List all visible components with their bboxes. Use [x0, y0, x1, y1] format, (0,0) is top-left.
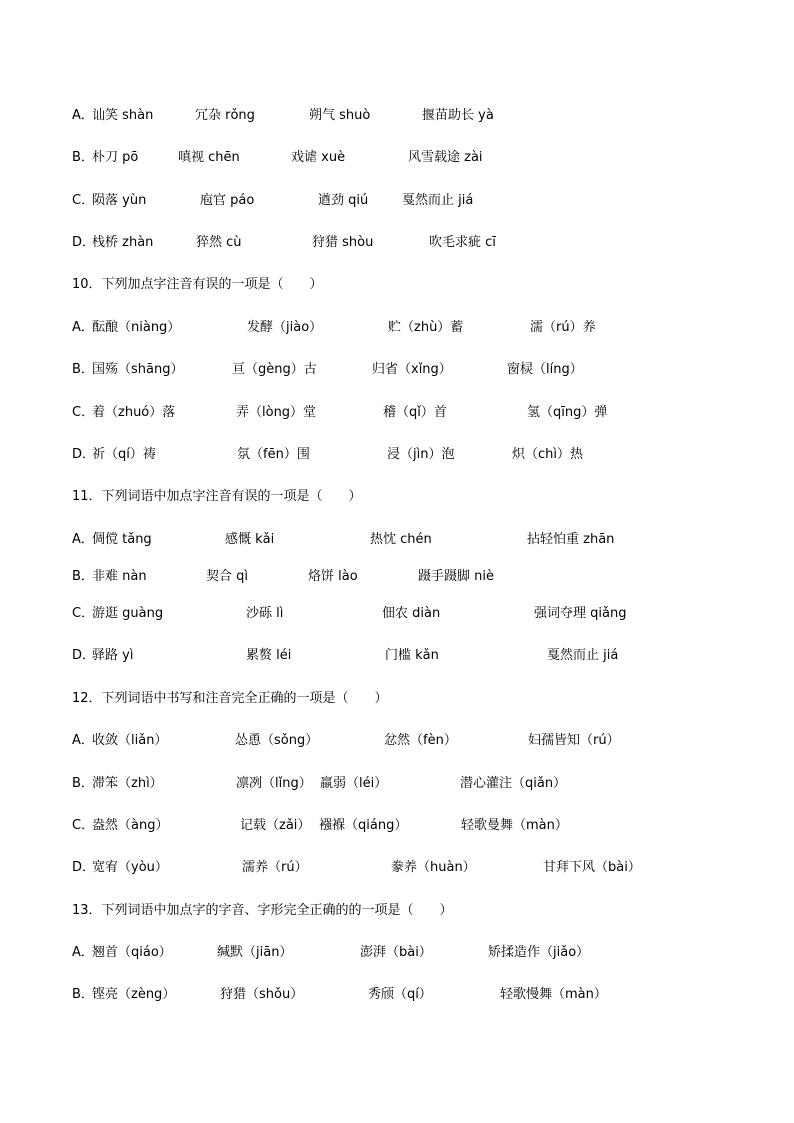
q12-option-a [72, 730, 772, 752]
q11-option-d [72, 645, 772, 667]
option-label: C． [72, 818, 95, 833]
q11-option-a [72, 529, 772, 551]
option-label: C． [72, 606, 95, 621]
option-item: 冗杂 rǒng [195, 108, 255, 123]
option-item: 祈（qí）祷 [92, 447, 156, 462]
q10-option-d [72, 444, 772, 466]
option-item: 狩猎（shǒu） [220, 987, 304, 1002]
q11-option-b [72, 566, 772, 588]
option-item: 盎然（àng） [92, 818, 169, 833]
option-item: 濡（rú）养 [530, 320, 596, 335]
option-item: 戛然而止 jiá [402, 193, 474, 208]
option-item: 庖官 páo [200, 193, 255, 208]
option-item: 国殇（shāng） [92, 362, 184, 377]
option-item: 氛（fēn）围 [237, 447, 310, 462]
q13-option-b [72, 984, 772, 1006]
option-item: 戏谑 xuè [291, 150, 346, 165]
option-item: 翘首（qiáo） [92, 945, 172, 960]
option-item: 铿亮（zèng） [92, 987, 176, 1002]
option-item: 揠苗助长 yà [422, 108, 494, 123]
q9-option-c [72, 190, 772, 212]
option-item: 凛冽（lǐng） [236, 776, 312, 791]
option-item: 酝酿（niàng） [92, 320, 181, 335]
option-item: 倜傥 tǎng [92, 532, 152, 547]
option-item: 甘拜下风（bài） [543, 860, 641, 875]
option-item: 宽宥（yòu） [92, 860, 168, 875]
option-item: 栈桥 zhàn [92, 235, 154, 250]
option-item: 记载（zǎi） [240, 818, 311, 833]
option-item: 羸弱（léi） [320, 776, 388, 791]
option-item: 朔气 shuò [309, 108, 371, 123]
option-item: 嗔视 chēn [178, 150, 240, 165]
option-item: 沙砾 lì [246, 606, 284, 621]
option-item: 讪笑 shàn [92, 108, 154, 123]
option-item: 稽（qǐ）首 [383, 405, 447, 420]
option-item: 戛然而止 jiá [547, 648, 619, 663]
option-label: A． [72, 945, 94, 960]
option-item: 襁褓（qiáng） [319, 818, 408, 833]
option-label: A． [72, 108, 94, 123]
option-item: 豢养（huàn） [391, 860, 476, 875]
option-item: 风雪载途 zài [408, 150, 483, 165]
q9-option-b [72, 147, 772, 169]
option-item: 矫揉造作（jiǎo） [488, 945, 590, 960]
option-item: 拈轻怕重 zhān [527, 532, 615, 547]
q12-option-d [72, 857, 772, 879]
option-item: 氢（qīng）弹 [527, 405, 608, 420]
q10-option-a [72, 317, 772, 339]
option-label: A． [72, 532, 94, 547]
option-item: 濡养（rú） [242, 860, 308, 875]
option-label: A． [72, 320, 94, 335]
q10-option-c [72, 402, 772, 424]
option-item: 澎湃（bài） [360, 945, 432, 960]
question-stem: 13．下列词语中加点字的字音、字形完全正确的的一项是（ ） [72, 903, 453, 918]
option-item: 炽（chì）热 [512, 447, 583, 462]
option-label: D． [72, 860, 96, 875]
q12-option-b [72, 773, 772, 795]
option-label: C． [72, 405, 95, 420]
option-item: 亘（gèng）古 [232, 362, 317, 377]
option-item: 收敛（liǎn） [92, 733, 168, 748]
option-item: 朴刀 pō [92, 150, 139, 165]
question-stem: 10．下列加点字注音有误的一项是（ ） [72, 277, 323, 292]
option-label: D． [72, 447, 96, 462]
option-item: 强词夺理 qiǎng [534, 606, 627, 621]
option-label: D． [72, 648, 96, 663]
option-item: 累赘 léi [246, 648, 292, 663]
question-stem: 11．下列词语中加点字注音有误的一项是（ ） [72, 489, 362, 504]
q13-option-a [72, 942, 772, 964]
option-item: 热忱 chén [370, 532, 432, 547]
option-item: 发酵（jiào） [247, 320, 323, 335]
option-item: 游逛 guàng [92, 606, 164, 621]
option-label: B． [72, 569, 94, 584]
option-label: B． [72, 776, 94, 791]
option-item: 妇孺皆知（rú） [528, 733, 620, 748]
option-item: 感慨 kǎi [225, 532, 275, 547]
option-item: 门槛 kǎn [385, 648, 439, 663]
q13-stem [72, 900, 772, 922]
option-label: C． [72, 193, 95, 208]
option-label: B． [72, 362, 94, 377]
option-item: 浸（jìn）泡 [387, 447, 455, 462]
option-item: 佃农 diàn [382, 606, 441, 621]
q10-stem [72, 274, 772, 296]
option-item: 秀颀（qí） [368, 987, 432, 1002]
option-item: 轻歌曼舞（màn） [461, 818, 568, 833]
option-item: 贮（zhù）蓄 [388, 320, 464, 335]
option-label: D． [72, 235, 96, 250]
option-item: 狩猎 shòu [312, 235, 374, 250]
option-item: 非难 nàn [92, 569, 147, 584]
option-item: 归省（xǐng） [372, 362, 452, 377]
option-label: B． [72, 150, 94, 165]
option-item: 蹑手蹑脚 niè [418, 569, 494, 584]
option-label: A． [72, 733, 94, 748]
option-item: 潜心灌注（qiǎn） [460, 776, 567, 791]
option-item: 滞笨（zhì） [92, 776, 163, 791]
option-item: 驿路 yì [92, 648, 134, 663]
q12-option-c [72, 815, 772, 837]
q9-option-d [72, 232, 772, 254]
q11-option-c [72, 603, 772, 625]
q9-option-a [72, 105, 772, 127]
option-item: 吹毛求疵 cī [429, 235, 496, 250]
option-item: 烙饼 lào [308, 569, 358, 584]
option-item: 忿然（fèn） [384, 733, 457, 748]
option-item: 弄（lòng）堂 [236, 405, 317, 420]
q12-stem [72, 688, 772, 710]
question-stem: 12．下列词语中书写和注音完全正确的一项是（ ） [72, 691, 388, 706]
option-item: 遒劲 qiú [318, 193, 369, 208]
option-label: B． [72, 987, 94, 1002]
option-item: 契合 qì [206, 569, 248, 584]
option-item: 怂恿（sǒng） [235, 733, 319, 748]
option-item: 窗棂（líng） [507, 362, 583, 377]
option-item: 猝然 cù [196, 235, 242, 250]
q10-option-b [72, 359, 772, 381]
option-item: 缄默（jiān） [217, 945, 293, 960]
option-item: 着（zhuó）落 [92, 405, 176, 420]
option-item: 轻歌慢舞（màn） [500, 987, 607, 1002]
option-item: 陨落 yùn [92, 193, 147, 208]
q11-stem [72, 486, 772, 508]
